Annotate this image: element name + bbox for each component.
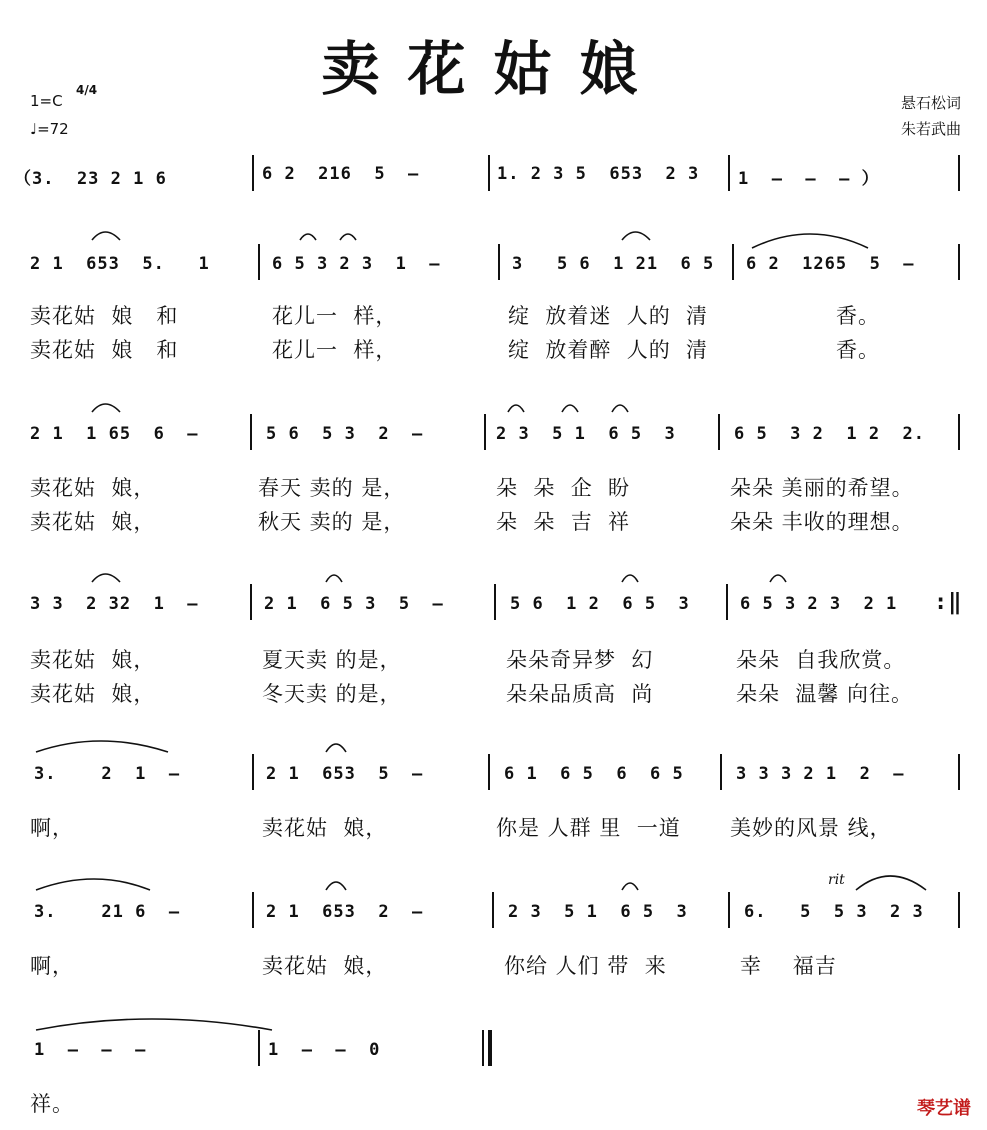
system4-verse1-bar4: 朵朵 自我欣赏。 xyxy=(736,648,906,672)
system2-verse1-bar4: 香。 xyxy=(836,304,880,328)
system1-bar2-notes: 6 2 216 5 – xyxy=(262,164,420,184)
system3-verse2-bar1: 卖花姑 娘， xyxy=(30,510,156,534)
system2-bar4-notes: 6 2 1265 5 – xyxy=(746,254,915,274)
slur xyxy=(92,232,120,240)
system2-verse1-bar2: 花儿一 样， xyxy=(272,304,398,328)
composer-credit: 朱若武曲 xyxy=(900,120,961,138)
slur xyxy=(340,234,356,240)
slur xyxy=(770,575,786,582)
system2-verse2-bar2: 花儿一 样， xyxy=(272,338,398,362)
qinyipu-logo: 琴艺谱 xyxy=(917,1098,971,1119)
system2-verse2-bar1: 卖花姑 娘 和 xyxy=(30,338,179,362)
system2-verse2-bar3: 绽 放着醉 人的 清 xyxy=(508,338,709,362)
system3-verse2-bar3: 朵 朵 吉 祥 xyxy=(496,510,631,534)
slur xyxy=(508,405,524,412)
system4-bar4-notes: 6 5 3 2 3 2 1 xyxy=(740,594,898,614)
system4-verse1-bar1: 卖花姑 娘， xyxy=(30,648,156,672)
system5-lyric-bar4: 美妙的风景 线， xyxy=(730,816,892,840)
slur xyxy=(326,744,346,752)
system6-lyric-bar2: 卖花姑 娘， xyxy=(262,954,388,978)
slur xyxy=(622,883,638,890)
system3-verse1-bar3: 朵 朵 企 盼 xyxy=(496,476,631,500)
ritardando-marking: rit xyxy=(828,872,845,888)
system2-bar2-notes: 6 5 3 2 3 1 – xyxy=(272,254,441,274)
system4-verse1-bar3: 朵朵奇异梦 幻 xyxy=(506,648,654,672)
system2-bar1-notes: 2 1 653 5. 1 xyxy=(30,254,210,274)
system4-verse2-bar4: 朵朵 温馨 向往。 xyxy=(736,682,914,706)
system2-verse1-bar3: 绽 放着迷 人的 清 xyxy=(508,304,709,328)
system7-bar2-notes: 1 – – 0 xyxy=(268,1040,381,1060)
system6-bar2-notes: 2 1 653 2 – xyxy=(266,902,424,922)
system3-verse2-bar4: 朵朵 丰收的理想。 xyxy=(730,510,914,534)
system3-verse1-bar1: 卖花姑 娘， xyxy=(30,476,156,500)
system3-bar3-notes: 2 3 5 1 6 5 3 xyxy=(496,424,676,444)
lyricist-credit: 悬石松词 xyxy=(900,94,961,112)
slur xyxy=(36,1019,272,1030)
system1-bar3-notes: 1. 2 3 5 653 2 3 xyxy=(497,164,700,184)
system5-lyric-bar3: 你是 人群 里 一道 xyxy=(496,816,681,840)
system3-verse2-bar2: 秋天 卖的 是， xyxy=(258,510,406,534)
system4-verse2-bar1: 卖花姑 娘， xyxy=(30,682,156,706)
system6-bar1-notes: 3. 21 6 – xyxy=(34,902,181,922)
slur xyxy=(92,574,120,582)
slur xyxy=(36,879,150,890)
system3-bar4-notes: 6 5 3 2 1 2 2. xyxy=(734,424,925,444)
system4-verse1-bar2: 夏天卖 的是， xyxy=(262,648,402,672)
system6-bar4-notes: 6. 5 5 3 2 3 xyxy=(744,902,924,922)
slur xyxy=(562,405,578,412)
system7-lyric-bar1: 祥。 xyxy=(30,1092,74,1116)
slur xyxy=(856,876,926,890)
key-signature: 1=C xyxy=(30,92,63,110)
system4-bar1-notes: 3 3 2 32 1 – xyxy=(30,594,199,614)
slur xyxy=(326,575,342,582)
system3-bar1-notes: 2 1 1 65 6 – xyxy=(30,424,199,444)
slur xyxy=(622,232,650,240)
song-title: 卖花姑娘 xyxy=(321,35,666,103)
system5-lyric-bar2: 卖花姑 娘， xyxy=(262,816,388,840)
system6-lyric-bar4: 幸 福吉 xyxy=(740,954,837,978)
system3-verse1-bar2: 春天 卖的 是， xyxy=(258,476,406,500)
system2-bar3-notes: 3 5 6 1 21 6 5 xyxy=(512,254,715,274)
repeat-end-sign: :‖ xyxy=(934,590,963,615)
system4-bar3-notes: 5 6 1 2 6 5 3 xyxy=(510,594,690,614)
system5-bar1-notes: 3. 2 1 – xyxy=(34,764,181,784)
system6-bar3-notes: 2 3 5 1 6 5 3 xyxy=(508,902,688,922)
system2-verse2-bar4: 香。 xyxy=(836,338,880,362)
slur xyxy=(92,404,120,412)
system5-bar4-notes: 3 3 3 2 1 2 – xyxy=(736,764,905,784)
system1-bar1-notes: （3. 23 2 1 6 xyxy=(14,169,167,189)
system5-bar3-notes: 6 1 6 5 6 6 5 xyxy=(504,764,684,784)
slur xyxy=(612,405,628,412)
system6-lyric-bar1: 啊， xyxy=(30,954,74,978)
tempo-marking: ♩=72 xyxy=(30,120,69,138)
system6-lyric-bar3: 你给 人们 带 来 xyxy=(504,954,667,978)
system5-lyric-bar1: 啊， xyxy=(30,816,74,840)
system4-bar2-notes: 2 1 6 5 3 5 – xyxy=(264,594,444,614)
slur xyxy=(326,882,346,890)
system5-bar2-notes: 2 1 653 5 – xyxy=(266,764,424,784)
system4-verse2-bar2: 冬天卖 的是， xyxy=(262,682,402,706)
slur xyxy=(36,741,168,752)
system1-bar4-notes: 1 – – – ） xyxy=(738,169,880,189)
slur xyxy=(300,234,316,240)
system7-bar1-notes: 1 – – – xyxy=(34,1040,147,1060)
system2-verse1-bar1: 卖花姑 娘 和 xyxy=(30,304,179,328)
system3-verse1-bar4: 朵朵 美丽的希望。 xyxy=(730,476,914,500)
time-signature: 4/4 xyxy=(76,83,98,97)
system3-bar2-notes: 5 6 5 3 2 – xyxy=(266,424,424,444)
slur xyxy=(752,234,868,248)
system4-verse2-bar3: 朵朵品质高 尚 xyxy=(506,682,654,706)
slur xyxy=(622,575,638,582)
